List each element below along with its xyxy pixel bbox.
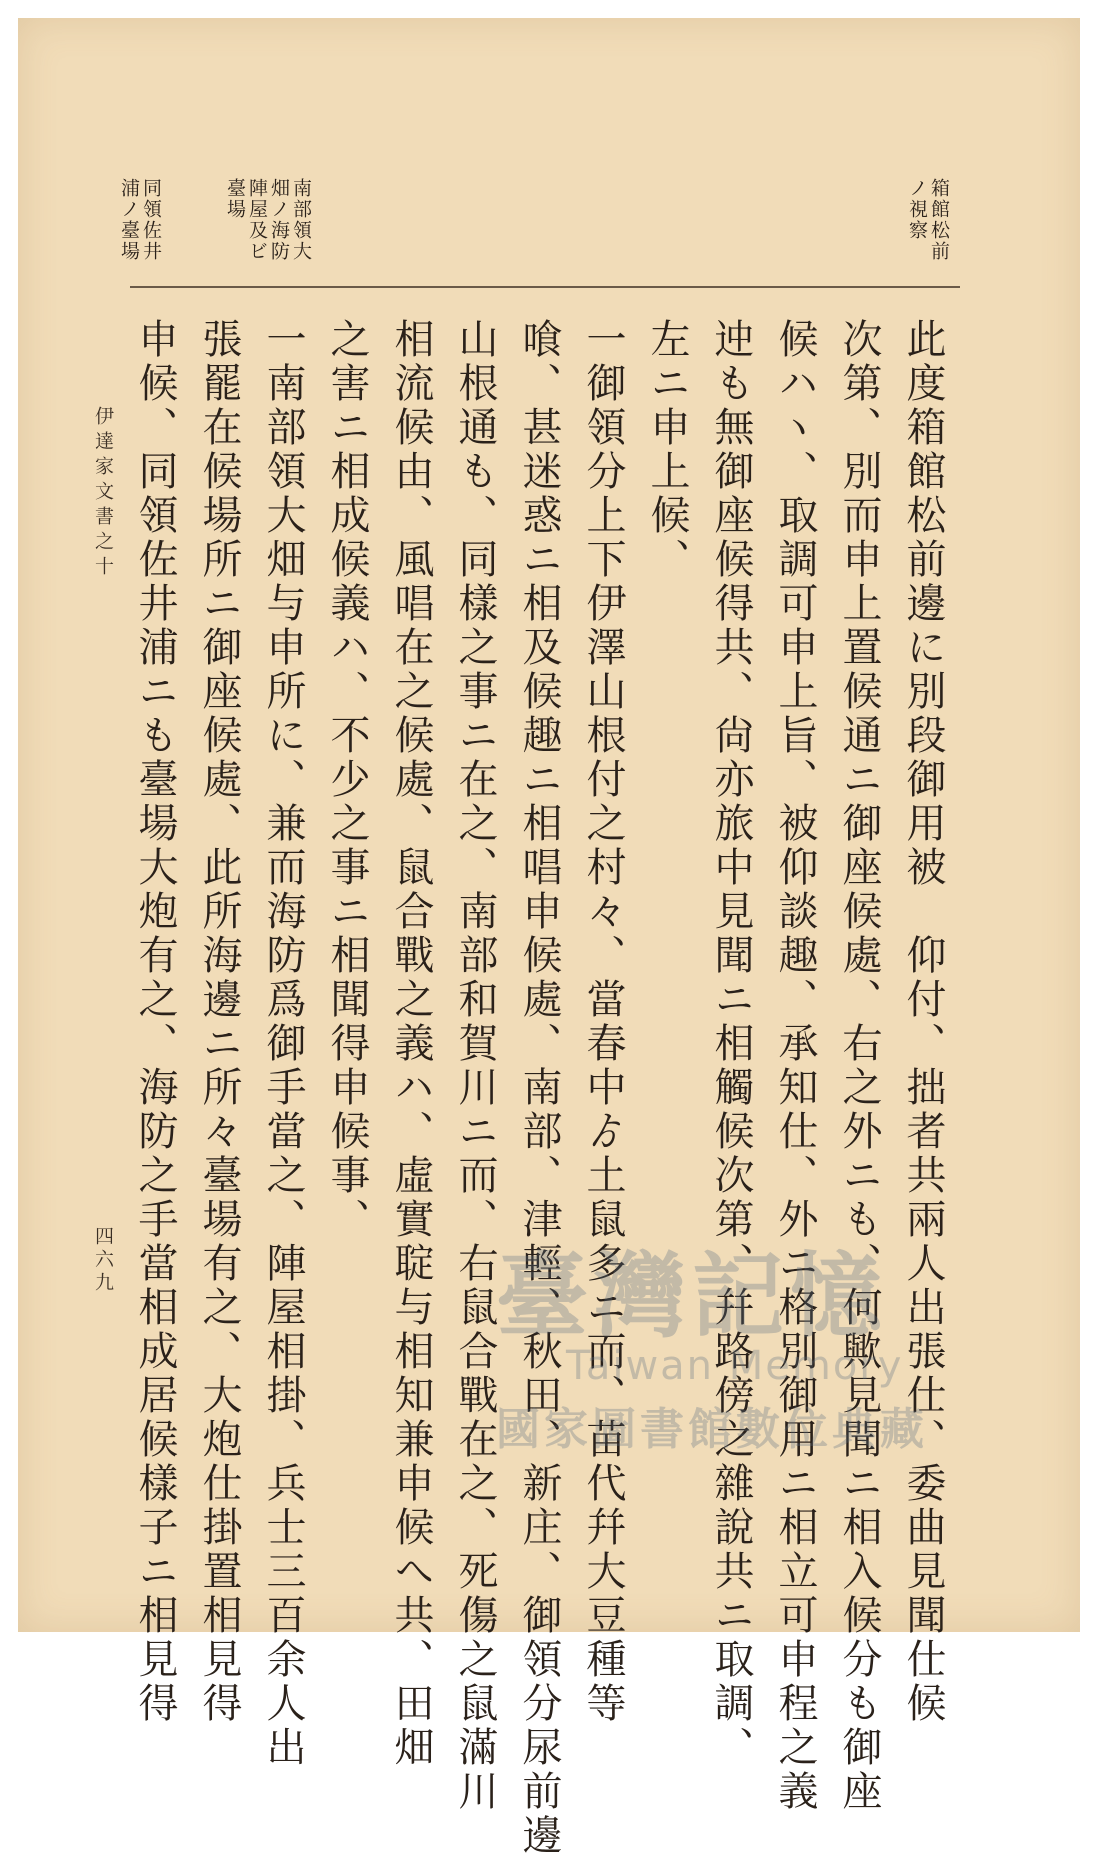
running-head: 伊達家文書之十 (92, 406, 114, 581)
library-watermark (496, 1223, 996, 1453)
body-column-6: 一御領分上下伊澤山根付之村々、當春中ゟ土鼠多ニ而、苗代幷大豆種等 (580, 318, 626, 1726)
document-page (18, 18, 1080, 1858)
body-column-2: 次第、別而申上置候通ニ御座候處、右之外ニも、何歟見聞ニ相入候分も御座 (836, 318, 882, 1814)
margin-note-hakodate: 箱館松前 ノ視察 (906, 178, 950, 262)
body-column-13: 申候、同領佐井浦ニも臺場大炮有之、海防之手當相成居候樣子ニ相見得 (132, 318, 178, 1726)
body-column-8: 山根通も、同樣之事ニ在之、南部和賀川ニ而、右鼠合戰在之、死傷之鼠滿川 (452, 318, 498, 1814)
margin-note-sawai: 同領佐井 浦ノ臺場 (118, 178, 162, 262)
watermark-subtitle: 國家圖書館數位典藏 (496, 1404, 928, 1455)
body-column-9: 相流候由、風唱在之候處、鼠合戰之義ハ、虛實聢与相知兼申候へ共、田畑 (388, 318, 434, 1770)
body-column-4: 迚も無御座候得共、尙亦旅中見聞ニ相觸候次第、幷路傍之雜說共ニ取調、 (708, 318, 754, 1770)
body-column-3: 候ハヽ、取調可申上旨、被仰談趣、承知仕、外ニ格別御用ニ相立可申程之義 (772, 318, 818, 1814)
body-column-1: 此度箱館松前邊に別段御用被 仰付、拙者共兩人出張仕、委曲見聞仕候 (900, 318, 946, 1726)
body-column-12: 張罷在候場所ニ御座候處、此所海邊ニ所々臺場有之、大炮仕掛置相見得 (196, 318, 242, 1726)
watermark-latin: Taiwan Memory (566, 1343, 904, 1389)
header-rule (130, 286, 960, 288)
body-column-5: 左ニ申上候、 (644, 318, 690, 582)
watermark-title: 臺灣記憶 (496, 1243, 889, 1350)
body-column-11: 一南部領大畑与申所に、兼而海防爲御手當之、陣屋相掛、兵士三百余人出 (260, 318, 306, 1770)
body-column-10: 之害ニ相成候義ハ、不少之事ニ相聞得申候事、 (324, 318, 370, 1242)
margin-note-nambu: 南部領大 畑ノ海防 陣屋及ビ 臺場 (224, 178, 312, 262)
page-number: 四六九 (92, 1226, 114, 1295)
body-column-7: 喰、甚迷惑ニ相及候趣ニ相唱申候處、南部、津輕、秋田、新庄、御領分尿前邊 (516, 318, 562, 1858)
